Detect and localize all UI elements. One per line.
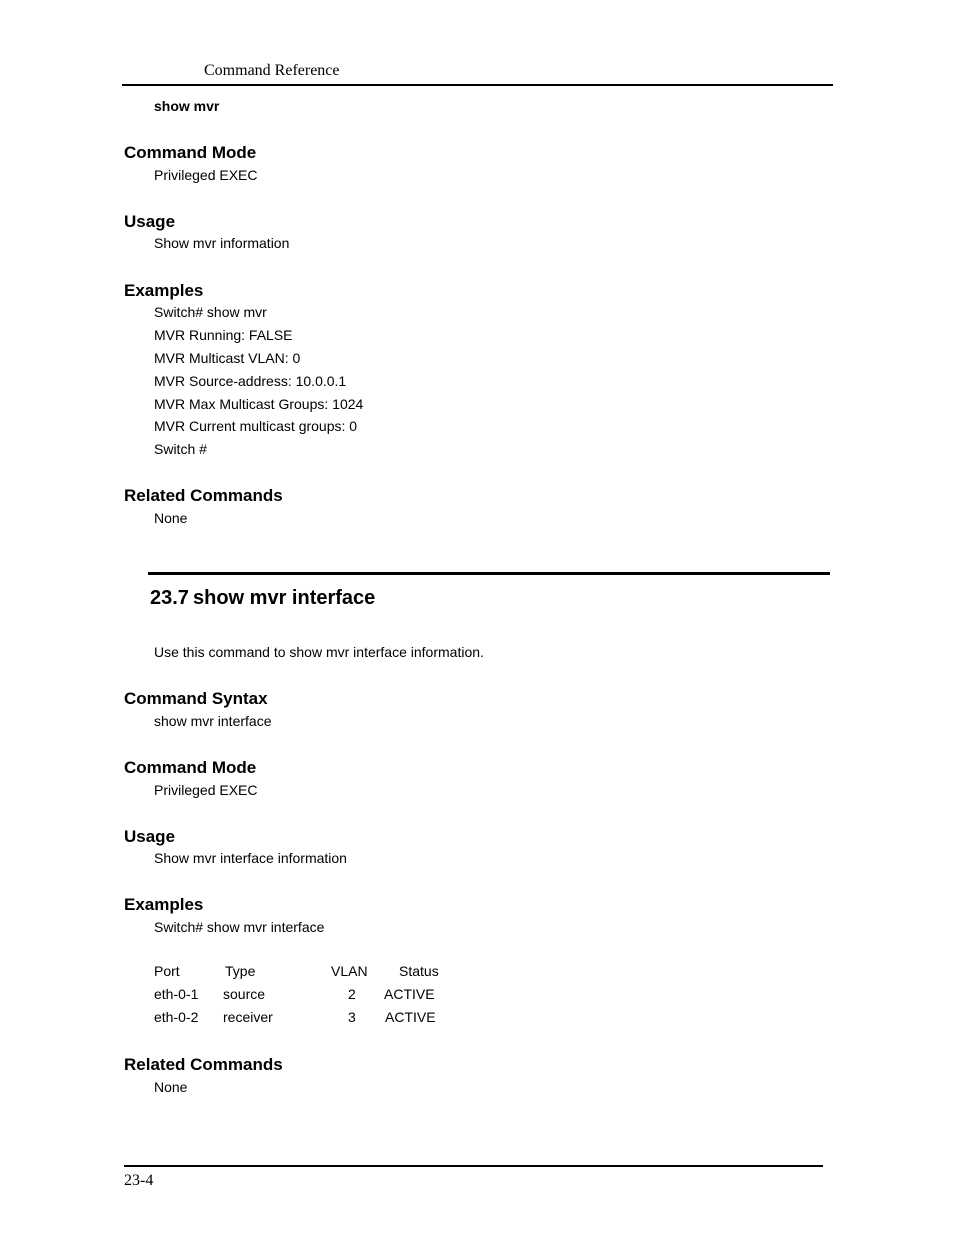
cell-type: receiver — [223, 1009, 273, 1025]
example-line: Switch# show mvr — [154, 304, 267, 320]
column-header-type: Type — [225, 963, 256, 979]
example-command: Switch# show mvr interface — [154, 919, 325, 935]
cell-status: ACTIVE — [385, 1009, 436, 1025]
command-mode-heading: Command Mode — [124, 143, 257, 162]
command-name: show mvr — [154, 98, 220, 114]
page-number: 23-4 — [124, 1172, 154, 1189]
cell-port: eth-0-2 — [154, 1009, 199, 1025]
column-header-port: Port — [154, 963, 180, 979]
example-line: MVR Multicast VLAN: 0 — [154, 350, 301, 366]
cell-type: source — [223, 986, 266, 1002]
example-line: MVR Max Multicast Groups: 1024 — [154, 396, 364, 412]
footer-rule — [124, 1165, 823, 1167]
related-commands-text: None — [154, 1079, 188, 1095]
example-line: Switch # — [154, 441, 207, 457]
related-commands-heading: Related Commands — [124, 1055, 283, 1074]
header-rule — [122, 84, 833, 86]
example-line: MVR Current multicast groups: 0 — [154, 418, 358, 434]
related-commands-heading: Related Commands — [124, 486, 283, 505]
usage-text: Show mvr information — [154, 235, 290, 251]
example-line: MVR Source-address: 10.0.0.1 — [154, 373, 347, 389]
section-rule — [148, 572, 830, 575]
command-syntax-text: show mvr interface — [154, 713, 272, 729]
cell-status: ACTIVE — [384, 986, 435, 1002]
section-description: Use this command to show mvr interface information. — [154, 644, 484, 660]
usage-text: Show mvr interface information — [154, 850, 347, 866]
command-mode-heading: Command Mode — [124, 758, 257, 777]
column-header-vlan: VLAN — [331, 963, 368, 979]
section-number: 23.7 — [150, 587, 189, 609]
example-line: MVR Running: FALSE — [154, 327, 293, 343]
cell-vlan: 2 — [348, 986, 356, 1002]
command-mode-text: Privileged EXEC — [154, 167, 258, 183]
command-syntax-heading: Command Syntax — [124, 689, 268, 708]
cell-vlan: 3 — [348, 1009, 356, 1025]
column-header-status: Status — [399, 963, 439, 979]
examples-heading: Examples — [124, 281, 204, 300]
usage-heading: Usage — [124, 827, 176, 846]
cell-port: eth-0-1 — [154, 986, 199, 1002]
section-title: show mvr interface — [193, 587, 376, 609]
section-heading — [150, 587, 375, 610]
running-header-title: Command Reference — [204, 62, 340, 79]
command-mode-text: Privileged EXEC — [154, 782, 258, 798]
related-commands-text: None — [154, 510, 188, 526]
examples-heading: Examples — [124, 895, 204, 914]
usage-heading: Usage — [124, 212, 176, 231]
